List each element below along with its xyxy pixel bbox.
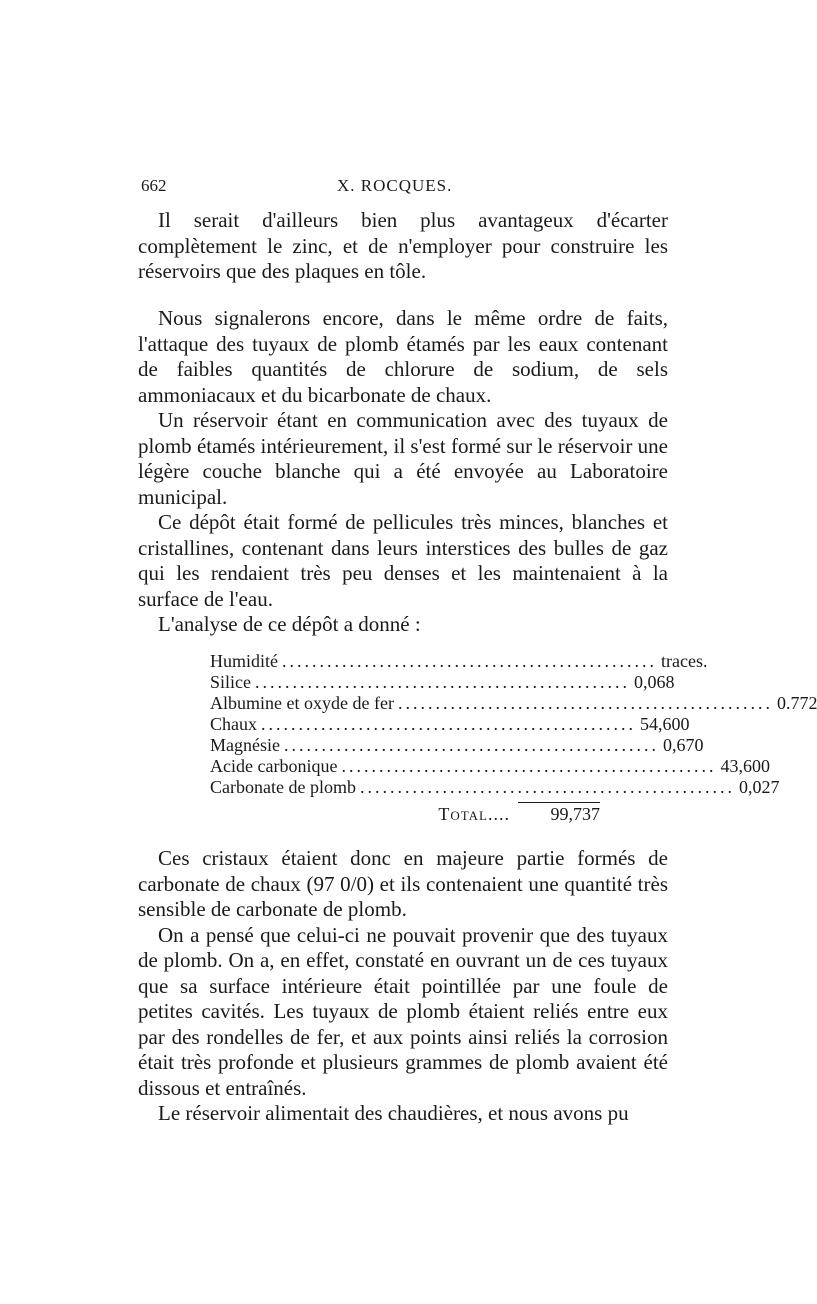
- component-label: Silice: [210, 672, 251, 692]
- component-label: Carbonate de plomb: [210, 777, 356, 797]
- analysis-total-row: [210, 802, 600, 824]
- paragraph: Ce dépôt était formé de pellicules très minces, blanches et cristallines, contenant dans leurs interstices des bulles de gaz qui les rendaient très peu denses et les maintenaient à la surface de l'eau.: [138, 510, 668, 611]
- leader-dots: ..................................................: [255, 672, 630, 692]
- text-block-middle: [138, 306, 668, 638]
- component-value: traces.: [661, 651, 708, 671]
- leader-dots: ..................................................: [397, 693, 773, 713]
- page-number: 662: [141, 176, 167, 195]
- analysis-row: [210, 672, 675, 693]
- analysis-row: [210, 693, 817, 714]
- component-value: 0,027: [738, 777, 780, 797]
- component-value: 54,600: [640, 714, 690, 734]
- running-title: X. ROCQUES.: [337, 176, 453, 195]
- page-header: [141, 176, 669, 200]
- leader-dots: ..................................................: [359, 777, 735, 797]
- analysis-row: [210, 777, 780, 798]
- leader-dots: ..................................................: [283, 735, 659, 755]
- paragraph: L'analyse de ce dépôt a donné :: [158, 612, 421, 636]
- component-value: 0,068: [634, 672, 675, 692]
- total-value: 99,737: [518, 802, 600, 825]
- component-value: 43,600: [720, 756, 770, 776]
- paragraph: Un réservoir étant en communication avec des tuyaux de plomb étamés intérieurement, il s'est formé sur le réservoir une légère couche blanche qui a été envoyée au Laboratoire municipal.: [138, 408, 668, 509]
- leader-dots: ..................................................: [341, 756, 717, 776]
- analysis-row: [210, 756, 770, 777]
- text-block-top: [138, 208, 668, 285]
- leader-dots: ..................................................: [261, 714, 636, 734]
- component-value: 0.772: [776, 693, 817, 713]
- paragraph: Ces cristaux étaient donc en majeure partie formés de carbonate de chaux (97 0/0) et ils contenaient une quantité très sensible de carbonate de plomb.: [138, 846, 668, 921]
- paragraph: Nous signalerons encore, dans le même ordre de faits, l'attaque des tuyaux de plomb étamés par les eaux contenant de faibles quantités de chlorure de sodium, de sels ammoniacaux et du bicarbonate de chaux.: [138, 306, 668, 407]
- component-label: Humidité: [210, 651, 278, 671]
- analysis-row: [210, 651, 708, 672]
- paragraph: On a pensé que celui-ci ne pouvait provenir que des tuyaux de plomb. On a, en effet, constaté en ouvrant un de ces tuyaux que sa surface intérieure était pointillée par une foule de petites cavités. Les tuyaux de plomb étaient reliés entre eux par des rondelles de fer, et aux points ainsi reliés la corrosion était très profonde et plusieurs grammes de plomb avaient été dissous et entraînés.: [138, 922, 668, 1100]
- text-block-bottom: [138, 846, 668, 1127]
- component-label: Albumine et oxyde de fer: [210, 693, 394, 713]
- leader-dots: ..................................................: [282, 651, 657, 671]
- analysis-row: [210, 714, 690, 735]
- paragraph: Le réservoir alimentait des chaudières, et nous avons pu: [158, 1101, 629, 1125]
- analysis-row: [210, 735, 704, 756]
- total-label: Total....: [438, 804, 510, 824]
- paragraph: Il serait d'ailleurs bien plus avantageux d'écarter complètement le zinc, et de n'employer pour construire les réservoirs que des plaques en tôle.: [138, 208, 668, 283]
- analysis-table: [210, 651, 817, 824]
- component-label: Magnésie: [210, 735, 280, 755]
- component-label: Chaux: [210, 714, 257, 734]
- component-label: Acide carbonique: [210, 756, 338, 776]
- component-value: 0,670: [662, 735, 704, 755]
